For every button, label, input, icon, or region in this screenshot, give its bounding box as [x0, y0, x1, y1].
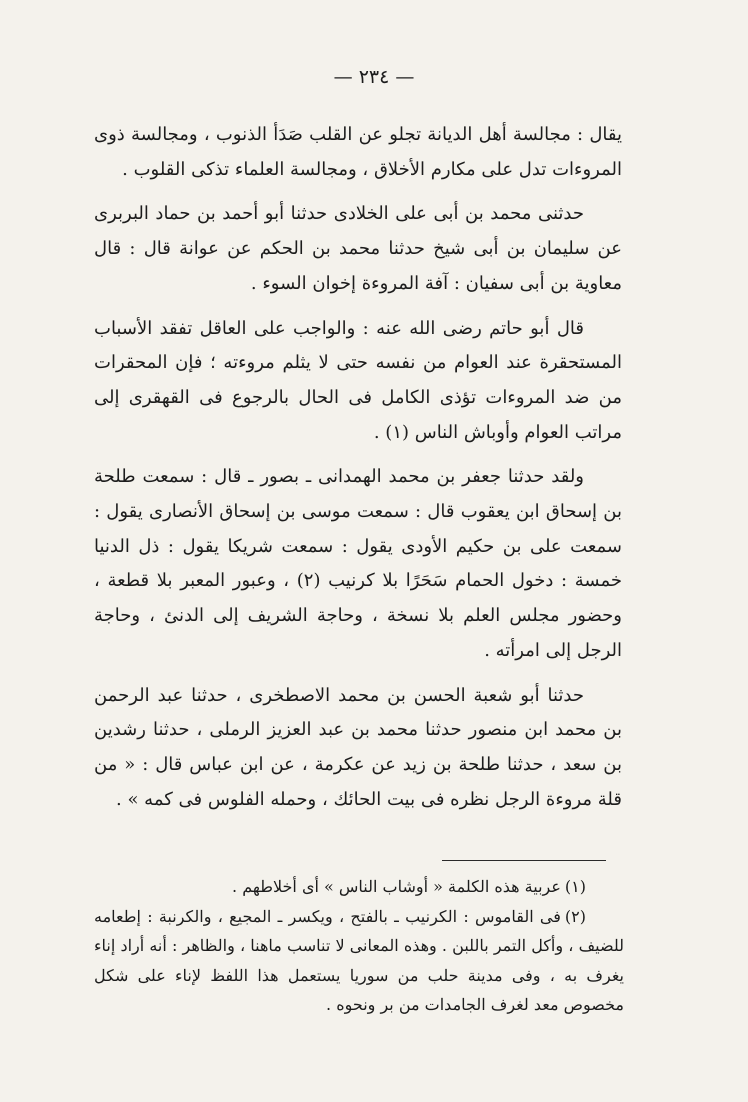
footnote-number: (٢): [564, 906, 586, 926]
footnote-1: [94, 872, 624, 902]
paragraph-1: يقال : مجالسة أهل الديانة تجلو عن القلب صَدَأ الذنوب ، ومجالسة ذوى المروءات تدل على مكارم الأخلاق ، ومجالسة العلماء تذكى القلوب .: [94, 124, 622, 180]
footnote-2: [94, 902, 624, 1020]
footnote-number: (١): [564, 877, 586, 896]
footnote-text: عربية هذه الكلمة « أوشاب الناس » أى أخلاطهم .: [232, 877, 561, 896]
paragraph-4: ولقد حدثنا جعفر بن محمد الهمدانى ـ بصور ـ قال : سمعت طلحة بن إسحاق ابن يعقوب قال : سمعت موسى بن إسحاق الأنصارى يقول : سمعت على بن حكيم الأودى يقول : سمعت شريكا يقول : ذل الدنيا خمسة : دخول الحمام سَحَرًا بلا كرنيب (٢) ، وعبور المعبر بلا قطعة ، وحضور مجلس العلم بلا نسخة ، وحاجة الشريف إلى الدنئ ، وحاجة الرجل إلى امرأته .: [94, 466, 622, 661]
footnote-text: فى القاموس : الكرنيب ـ بالفتح ، ويكسر ـ المجيع ، والكرنبة : إطعامه للضيف ، وأكل التمر باللبن . وهذه المعانى لا تناسب ماهنا ، والظاهر : أنه أراد إناء يغرف به ، وفى مدينة حلب من سوريا يستعمل هذا اللفظ لإناء على شكل مخصوص معد لغرف الجامدات من بر ونحوه .: [94, 906, 624, 1014]
footnotes: [94, 872, 624, 1020]
paragraph-3: قال أبو حاتم رضى الله عنه : والواجب على العاقل تفقد الأسباب المستحقرة عند العوام من نفسه حتى لا يثلم مروءته ؛ فإن المحقرات من ضد المروءات تؤذى الكامل فى الحال بالرجوع فى القهقرى إلى مراتب العوام وأوباش الناس (١) .: [94, 317, 622, 443]
paragraph-2: حدثنى محمد بن أبى على الخلادى حدثنا أبو أحمد بن حماد البربرى عن سليمان بن أبى شيخ حدثنا محمد بن الحكم عن عوانة قال : قال معاوية بن أبى سفيان : آفة المروءة إخوان السوء .: [94, 203, 622, 294]
main-text: [94, 118, 622, 817]
paragraph-5: حدثنا أبو شعبة الحسن بن محمد الاصطخرى ، حدثنا عبد الرحمن بن محمد ابن منصور حدثنا محمد بن عبد العزيز الرملى ، حدثنا رشدين بن سعد ، حدثنا طلحة بن زيد عن عكرمة ، عن ابن عباس قال : « من قلة مروءة الرجل نظره فى بيت الحائك ، وحمله الفلوس فى كمه » .: [94, 684, 622, 810]
footnote-divider: [442, 860, 606, 861]
page-number: — ٢٣٤ —: [333, 66, 415, 88]
